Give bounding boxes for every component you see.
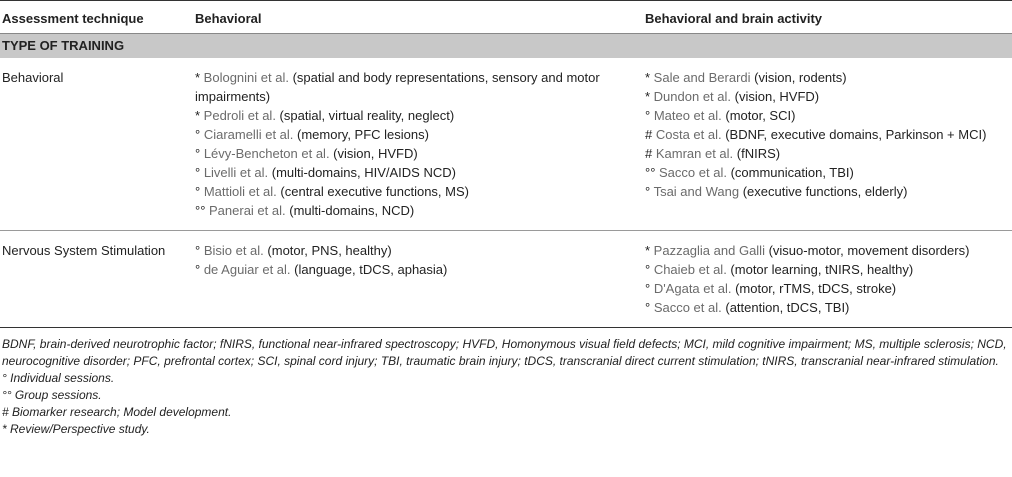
footnote-group: °° Group sessions.: [2, 388, 102, 402]
list-item: ° de Aguiar et al. (language, tDCS, aphasia): [195, 262, 448, 277]
section-row: [0, 34, 1012, 59]
list-item: ° Sacco et al. (attention, tDCS, TBI): [645, 300, 850, 315]
brain-cell: [645, 231, 1012, 328]
table-footnotes: [0, 328, 1012, 438]
section-title: TYPE OF TRAINING: [0, 34, 1012, 59]
list-item: ° Mattioli et al. (central executive functions, MS): [195, 184, 469, 199]
header-row: [0, 1, 1012, 34]
table-row: [0, 231, 1012, 328]
list-item: * Dundon et al. (vision, HVFD): [645, 89, 820, 104]
header-assessment-technique: Assessment technique: [2, 10, 144, 26]
footnote-individual: ° Individual sessions.: [2, 371, 115, 385]
list-item: ° Lévy-Bencheton et al. (vision, HVFD): [195, 146, 418, 161]
row-label: Behavioral: [2, 70, 64, 85]
list-item: ° Mateo et al. (motor, SCI): [645, 108, 796, 123]
behavioral-cell: [195, 58, 645, 231]
behavioral-cell: [195, 231, 645, 328]
list-item: * Sale and Berardi (vision, rodents): [645, 70, 847, 85]
list-item: * Pazzaglia and Galli (visuo-motor, movement disorders): [645, 243, 970, 258]
list-item: ° Ciaramelli et al. (memory, PFC lesions): [195, 127, 429, 142]
footnote-review: * Review/Perspective study.: [2, 422, 150, 436]
list-item: °° Panerai et al. (multi-domains, NCD): [195, 203, 415, 218]
list-item: °° Sacco et al. (communication, TBI): [645, 165, 854, 180]
row-label: Nervous System Stimulation: [2, 243, 166, 258]
footnote-biomarker: # Biomarker research; Model development.: [2, 405, 232, 419]
list-item: ° Bisio et al. (motor, PNS, healthy): [195, 243, 392, 258]
list-item: # Kamran et al. (fNIRS): [645, 146, 781, 161]
list-item: ° Chaieb et al. (motor learning, tNIRS, healthy): [645, 262, 914, 277]
list-item: ° D'Agata et al. (motor, rTMS, tDCS, stroke): [645, 281, 897, 296]
list-item: # Costa et al. (BDNF, executive domains, Parkinson + MCI): [645, 127, 987, 142]
abbreviations-note: BDNF, brain-derived neurotrophic factor; fNIRS, functional near-infrared spectroscopy; HVFD, Homonymous visual field defects; MCI, mild cognitive impairment; MS, multiple sclerosis; NCD, neurocognitive disorder; PFC, prefrontal cortex; SCI, spinal cord injury; TBI, traumatic brain injury; tDCS, transcranial direct current stimulation; tNIRS, transcranial near-infrared stimulation.: [2, 337, 1007, 368]
brain-cell: [645, 58, 1012, 231]
table-row: [0, 58, 1012, 231]
list-item: ° Tsai and Wang (executive functions, elderly): [645, 184, 908, 199]
header-behavioral-brain: Behavioral and brain activity: [645, 10, 823, 26]
header-behavioral: Behavioral: [195, 10, 262, 26]
list-item: * Pedroli et al. (spatial, virtual reality, neglect): [195, 108, 455, 123]
list-item: ° Livelli et al. (multi-domains, HIV/AIDS NCD): [195, 165, 456, 180]
list-item: * Bolognini et al. (spatial and body representations, sensory and motor impairments): [195, 70, 600, 104]
